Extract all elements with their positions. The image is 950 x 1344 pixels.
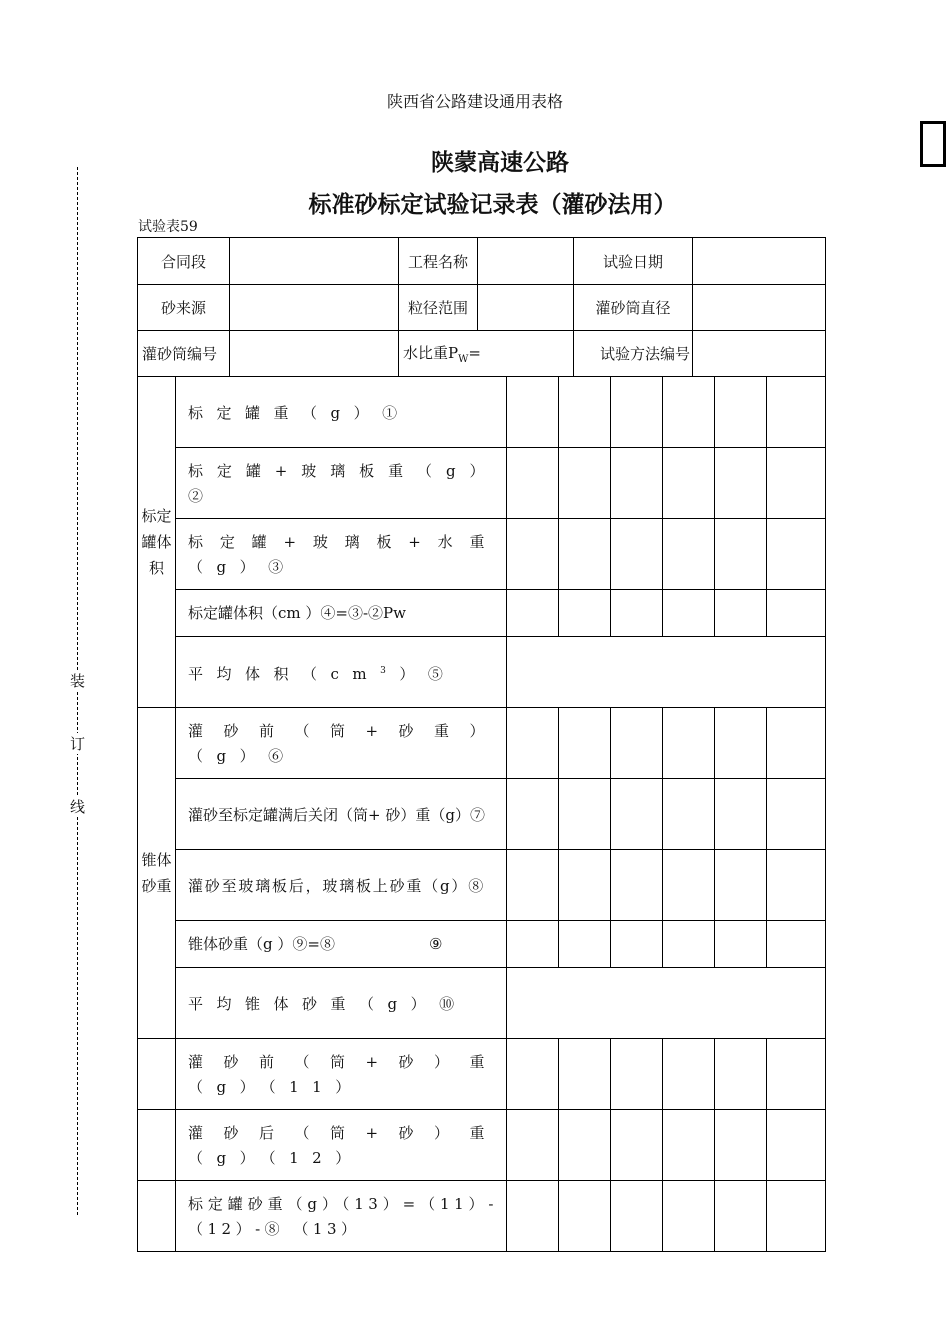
data-cell[interactable] — [767, 921, 826, 968]
data-cell[interactable] — [559, 590, 611, 637]
r9-symbol: ⑨ — [428, 934, 443, 953]
table-row — [138, 590, 826, 637]
data-cell[interactable] — [507, 779, 559, 850]
data-cell[interactable] — [715, 377, 767, 448]
data-cell[interactable] — [559, 448, 611, 519]
data-cell[interactable] — [559, 708, 611, 779]
data-cell[interactable] — [507, 519, 559, 590]
data-cell[interactable] — [715, 448, 767, 519]
row-label-average-volume — [176, 637, 507, 708]
data-cell[interactable] — [663, 590, 715, 637]
cylinder-diameter-label: 灌砂筒直径 — [574, 285, 693, 331]
data-cell[interactable] — [767, 779, 826, 850]
cylinder-number-label: 灌砂筒编号 — [138, 331, 230, 377]
data-cell[interactable] — [611, 921, 663, 968]
table-row — [138, 921, 826, 968]
table-row — [138, 377, 826, 448]
data-cell[interactable] — [767, 448, 826, 519]
project-name-value[interactable] — [478, 238, 574, 285]
data-cell[interactable] — [611, 1110, 663, 1181]
form-title: 标准砂标定试验记录表（灌砂法用） — [308, 192, 677, 218]
binding-char: 装 — [70, 672, 86, 690]
water-density-prefix: 水比重P — [403, 344, 459, 362]
data-cell[interactable] — [507, 590, 559, 637]
data-cell[interactable] — [663, 921, 715, 968]
group-cone-sand-weight: 锥体砂重 — [138, 708, 176, 1039]
table-row — [138, 519, 826, 590]
data-cell[interactable] — [611, 448, 663, 519]
table-row — [138, 968, 826, 1039]
data-cell[interactable] — [767, 1039, 826, 1110]
sand-source-label: 砂来源 — [138, 285, 230, 331]
water-density-sub: W — [458, 354, 469, 365]
data-cell[interactable] — [767, 1110, 826, 1181]
group-blank — [138, 1039, 176, 1110]
data-cell[interactable] — [663, 448, 715, 519]
info-table — [137, 237, 826, 377]
data-cell[interactable] — [507, 708, 559, 779]
data-cell[interactable] — [663, 850, 715, 921]
data-cell[interactable] — [663, 377, 715, 448]
data-cell[interactable] — [715, 590, 767, 637]
data-cell[interactable] — [559, 1181, 611, 1252]
province-form-label: 陕西省公路建设通用表格 — [386, 92, 563, 111]
data-cell[interactable] — [559, 779, 611, 850]
data-cell[interactable] — [767, 590, 826, 637]
binding-char: 订 — [70, 735, 86, 753]
cylinder-diameter-value[interactable] — [693, 285, 826, 331]
data-cell[interactable] — [507, 1110, 559, 1181]
contract-section-value[interactable] — [230, 238, 399, 285]
data-cell[interactable] — [715, 921, 767, 968]
data-cell[interactable] — [559, 1110, 611, 1181]
group-blank — [138, 1181, 176, 1252]
row-label: 标定罐+玻璃板重（g）② — [176, 448, 507, 519]
calibration-table — [137, 376, 826, 1252]
data-cell[interactable] — [507, 448, 559, 519]
form-number: 试验表59 — [138, 219, 198, 235]
data-cell[interactable] — [715, 519, 767, 590]
data-cell[interactable] — [767, 519, 826, 590]
row-label: 标定罐体积（cm ）④=③-②Pw — [176, 590, 507, 637]
row-label: 灌砂至玻璃板后，玻璃板上砂重（g）⑧ — [176, 850, 507, 921]
sand-source-value[interactable] — [230, 285, 399, 331]
particle-range-label: 粒径范围 — [399, 285, 478, 331]
merged-data-cell[interactable] — [507, 968, 826, 1039]
table-row — [138, 637, 826, 708]
highway-name: 陕蒙高速公路 — [431, 150, 569, 176]
data-cell[interactable] — [611, 1039, 663, 1110]
data-cell[interactable] — [507, 377, 559, 448]
water-density-suffix: = — [468, 344, 481, 362]
row-label: 标定罐重（g）① — [176, 377, 507, 448]
row-label — [176, 921, 507, 968]
data-cell[interactable] — [715, 1039, 767, 1110]
data-cell[interactable] — [767, 850, 826, 921]
data-cell[interactable] — [715, 708, 767, 779]
data-cell[interactable] — [507, 1039, 559, 1110]
row-label: 灌砂后（筒+砂）重（g）（12） — [176, 1110, 507, 1181]
data-cell[interactable] — [767, 377, 826, 448]
group-calibration-volume: 标定罐体积 — [138, 377, 176, 708]
table-row — [138, 1110, 826, 1181]
test-method-label: 试验方法编号 — [574, 331, 693, 377]
row-label: 灌砂前（筒+砂）重（g）（11） — [176, 1039, 507, 1110]
table-row — [138, 708, 826, 779]
test-date-label: 试验日期 — [574, 238, 693, 285]
data-cell[interactable] — [715, 779, 767, 850]
row-label: 平均锥体砂重（g）⑩ — [176, 968, 507, 1039]
test-date-value[interactable] — [693, 238, 826, 285]
data-cell[interactable] — [611, 708, 663, 779]
data-cell[interactable] — [611, 519, 663, 590]
table-row — [138, 1039, 826, 1110]
row-label: 标定罐+玻璃板+水重（g）③ — [176, 519, 507, 590]
data-cell[interactable] — [663, 1110, 715, 1181]
data-cell[interactable] — [507, 850, 559, 921]
data-cell[interactable] — [663, 708, 715, 779]
data-cell[interactable] — [611, 779, 663, 850]
row-label: 灌砂至标定罐满后关闭（筒+ 砂）重（g）⑦ — [176, 779, 507, 850]
r5-pre: 平均体积（cm — [188, 665, 381, 683]
data-cell[interactable] — [611, 1181, 663, 1252]
data-cell[interactable] — [663, 519, 715, 590]
data-cell[interactable] — [611, 590, 663, 637]
data-cell[interactable] — [507, 921, 559, 968]
table-row — [138, 1181, 826, 1252]
data-cell[interactable] — [663, 1181, 715, 1252]
row-label: 标定罐砂重（g）（13）=（11）-（12）-⑧ （13） — [176, 1181, 507, 1252]
cylinder-number-value[interactable] — [230, 331, 399, 377]
test-method-value[interactable] — [693, 331, 826, 377]
data-cell[interactable] — [559, 519, 611, 590]
data-cell[interactable] — [767, 708, 826, 779]
data-cell[interactable] — [559, 1039, 611, 1110]
table-row — [138, 850, 826, 921]
data-cell[interactable] — [611, 377, 663, 448]
merged-data-cell[interactable] — [507, 637, 826, 708]
group-blank — [138, 1110, 176, 1181]
data-cell[interactable] — [559, 377, 611, 448]
contract-section-label: 合同段 — [138, 238, 230, 285]
binding-dashed-line — [77, 167, 78, 1215]
table-row — [138, 448, 826, 519]
data-cell[interactable] — [559, 850, 611, 921]
r5-sup: 3 — [380, 666, 400, 676]
data-cell[interactable] — [715, 1110, 767, 1181]
r5-post: ）⑤ — [399, 665, 457, 683]
data-cell[interactable] — [715, 1181, 767, 1252]
data-cell[interactable] — [663, 779, 715, 850]
data-cell[interactable] — [715, 850, 767, 921]
data-cell[interactable] — [559, 921, 611, 968]
binding-char: 线 — [70, 798, 86, 816]
page-corner-box — [920, 121, 946, 167]
table-row — [138, 779, 826, 850]
project-name-label: 工程名称 — [399, 238, 478, 285]
particle-range-value[interactable] — [478, 285, 574, 331]
r9-formula: 锥体砂重（g ）⑨=⑧ — [188, 934, 335, 953]
water-density-field[interactable] — [399, 331, 574, 377]
data-cell[interactable] — [663, 1039, 715, 1110]
data-cell[interactable] — [507, 1181, 559, 1252]
data-cell[interactable] — [767, 1181, 826, 1252]
row-label: 灌砂前（筒+砂重）（g）⑥ — [176, 708, 507, 779]
data-cell[interactable] — [611, 850, 663, 921]
